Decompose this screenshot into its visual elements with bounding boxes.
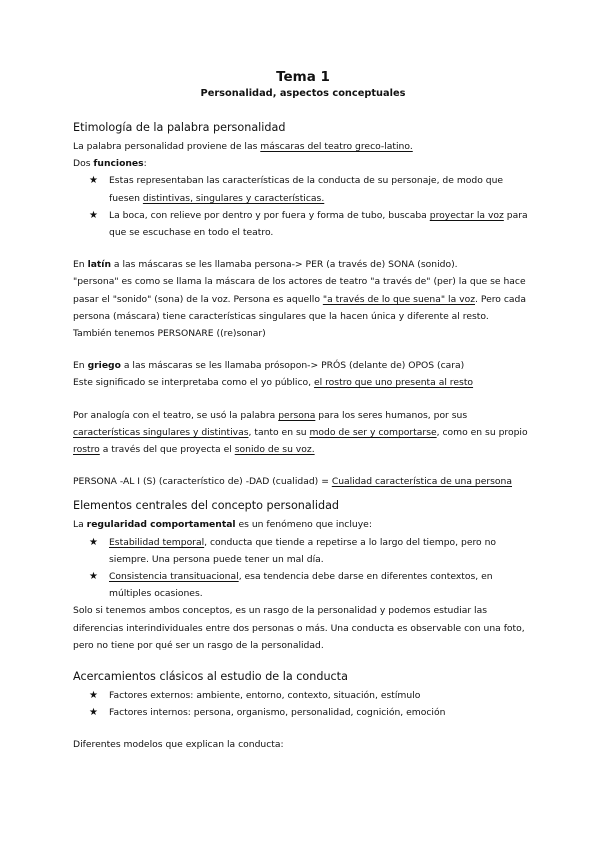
underlined-text: modo de ser y comportarse <box>309 426 437 438</box>
underlined-text: sonido de su voz. <box>234 444 315 456</box>
section-heading-etymology: Etimología de la palabra personalidad <box>73 121 286 134</box>
paragraph <box>73 155 533 172</box>
underlined-text: persona <box>278 409 316 421</box>
page-title: Tema 1 <box>276 69 330 85</box>
paragraph: Solo si tenemos ambos conceptos, es un rasgo de la personalidad y podemos estudiar las diferencias interindividuales entre dos personas o más. Una conducta es observable con una foto, pero no tiene por qué ser un rasgo de la personalidad. <box>73 605 525 651</box>
paragraph <box>73 138 533 155</box>
text: a través del que proyecta el <box>99 444 235 456</box>
text: , conducta que tiende a repetirse a lo largo del tiempo, pero no siempre. Una persona puede tener un mal día. <box>109 536 497 565</box>
underlined-text: características singulares y distintivas <box>73 426 249 438</box>
list-item <box>73 172 533 206</box>
text: para que se escuchase en todo el teatro. <box>109 209 528 239</box>
underlined-text: máscaras del teatro greco-latino. <box>260 141 413 152</box>
list-item <box>73 568 533 602</box>
text: En <box>73 259 88 271</box>
underlined-text: proyectar la voz <box>429 209 504 221</box>
bullet-list <box>73 534 533 603</box>
star-icon: ★ <box>89 707 98 719</box>
bold-text: latín <box>87 259 111 271</box>
underlined-text: rostro <box>73 444 100 456</box>
star-icon: ★ <box>89 209 98 221</box>
text: : <box>143 158 147 170</box>
text: es un fenómeno que incluye: <box>235 519 372 531</box>
star-icon: ★ <box>89 175 98 187</box>
paragraph <box>73 256 533 273</box>
section-latin <box>73 256 533 342</box>
paragraph: También tenemos PERSONARE ((re)sonar) <box>73 328 266 340</box>
paragraph <box>73 374 533 391</box>
text: La boca, con relieve por dentro y por fuera y forma de tubo, buscaba <box>109 209 430 221</box>
section-classical-approaches <box>73 669 533 721</box>
text: Factores internos: persona, organismo, personalidad, cognición, emoción <box>109 707 446 719</box>
text: Estas representaban las características de la conducta de su personaje, de modo que fuesen <box>109 175 504 204</box>
list-item <box>73 704 533 721</box>
underlined-text: distintivas, singulares y características. <box>142 192 325 204</box>
text: , tanto en su <box>248 426 310 438</box>
paragraph <box>73 357 533 374</box>
paragraph <box>73 273 533 325</box>
page-subtitle: Personalidad, aspectos conceptuales <box>200 88 406 99</box>
list-item <box>73 207 533 241</box>
list-item <box>73 687 533 704</box>
paragraph <box>73 407 533 459</box>
text: a las máscaras se les llamaba prósopon-> PRÓS (delante de) OPOS (cara) <box>120 360 465 372</box>
text: , esa tendencia debe darse en diferentes contextos, en múltiples ocasiones. <box>109 571 493 600</box>
text: . Pero cada persona (máscara) tiene características singulares que la hacen única y diferente al resto. <box>73 293 526 322</box>
document-page <box>73 68 533 769</box>
bold-text: griego <box>87 360 121 372</box>
text: , como en su propio <box>436 426 528 438</box>
section-heading-central-elements: Elementos centrales del concepto personalidad <box>73 499 340 513</box>
text: Este significado se interpretaba como el yo público, <box>73 377 314 389</box>
underlined-text: Cualidad característica de una persona <box>331 476 512 488</box>
paragraph <box>73 473 533 490</box>
section-analogy <box>73 407 533 459</box>
star-icon: ★ <box>89 536 98 548</box>
underlined-text: Consistencia transituacional <box>109 571 239 583</box>
star-icon: ★ <box>89 690 98 702</box>
underlined-text: Estabilidad temporal <box>109 536 205 548</box>
section-models <box>73 736 533 753</box>
paragraph: Diferentes modelos que explican la conducta: <box>73 739 284 751</box>
section-formula <box>73 473 533 490</box>
section-etymology <box>73 120 533 241</box>
text: Factores externos: ambiente, entorno, contexto, situación, estímulo <box>109 690 421 702</box>
text: La <box>73 519 87 531</box>
section-greek <box>73 357 533 391</box>
text: PERSONA -AL I (S) (característico de) -DAD (cualidad) = <box>73 476 332 488</box>
text: "persona" es como se llama la máscara de los actores de teatro "a través de" (per) la que se hace pasar el "sonido" (sona) de la voz. Persona es aquello <box>73 276 526 305</box>
bold-text: funciones <box>93 158 144 170</box>
bullet-list <box>73 172 533 241</box>
section-heading-classical-approaches: Acercamientos clásicos al estudio de la conducta <box>73 670 348 684</box>
section-central-elements <box>73 498 533 654</box>
star-icon: ★ <box>89 571 98 583</box>
paragraph <box>73 516 533 533</box>
text: para los seres humanos, por sus <box>315 409 468 421</box>
text: a las máscaras se les llamaba persona-> PER (a través de) SONA (sonido). <box>111 259 458 271</box>
text: La palabra personalidad proviene de las <box>73 141 261 152</box>
underlined-text: el rostro que uno presenta al resto <box>313 377 474 389</box>
underlined-text: "a través de lo que suena" la voz <box>322 293 476 305</box>
bullet-list <box>73 687 533 721</box>
text: Dos <box>73 158 94 170</box>
text: En <box>73 360 88 372</box>
list-item <box>73 534 533 568</box>
bold-text: regularidad comportamental <box>86 519 236 531</box>
text: Por analogía con el teatro, se usó la palabra <box>73 409 279 421</box>
